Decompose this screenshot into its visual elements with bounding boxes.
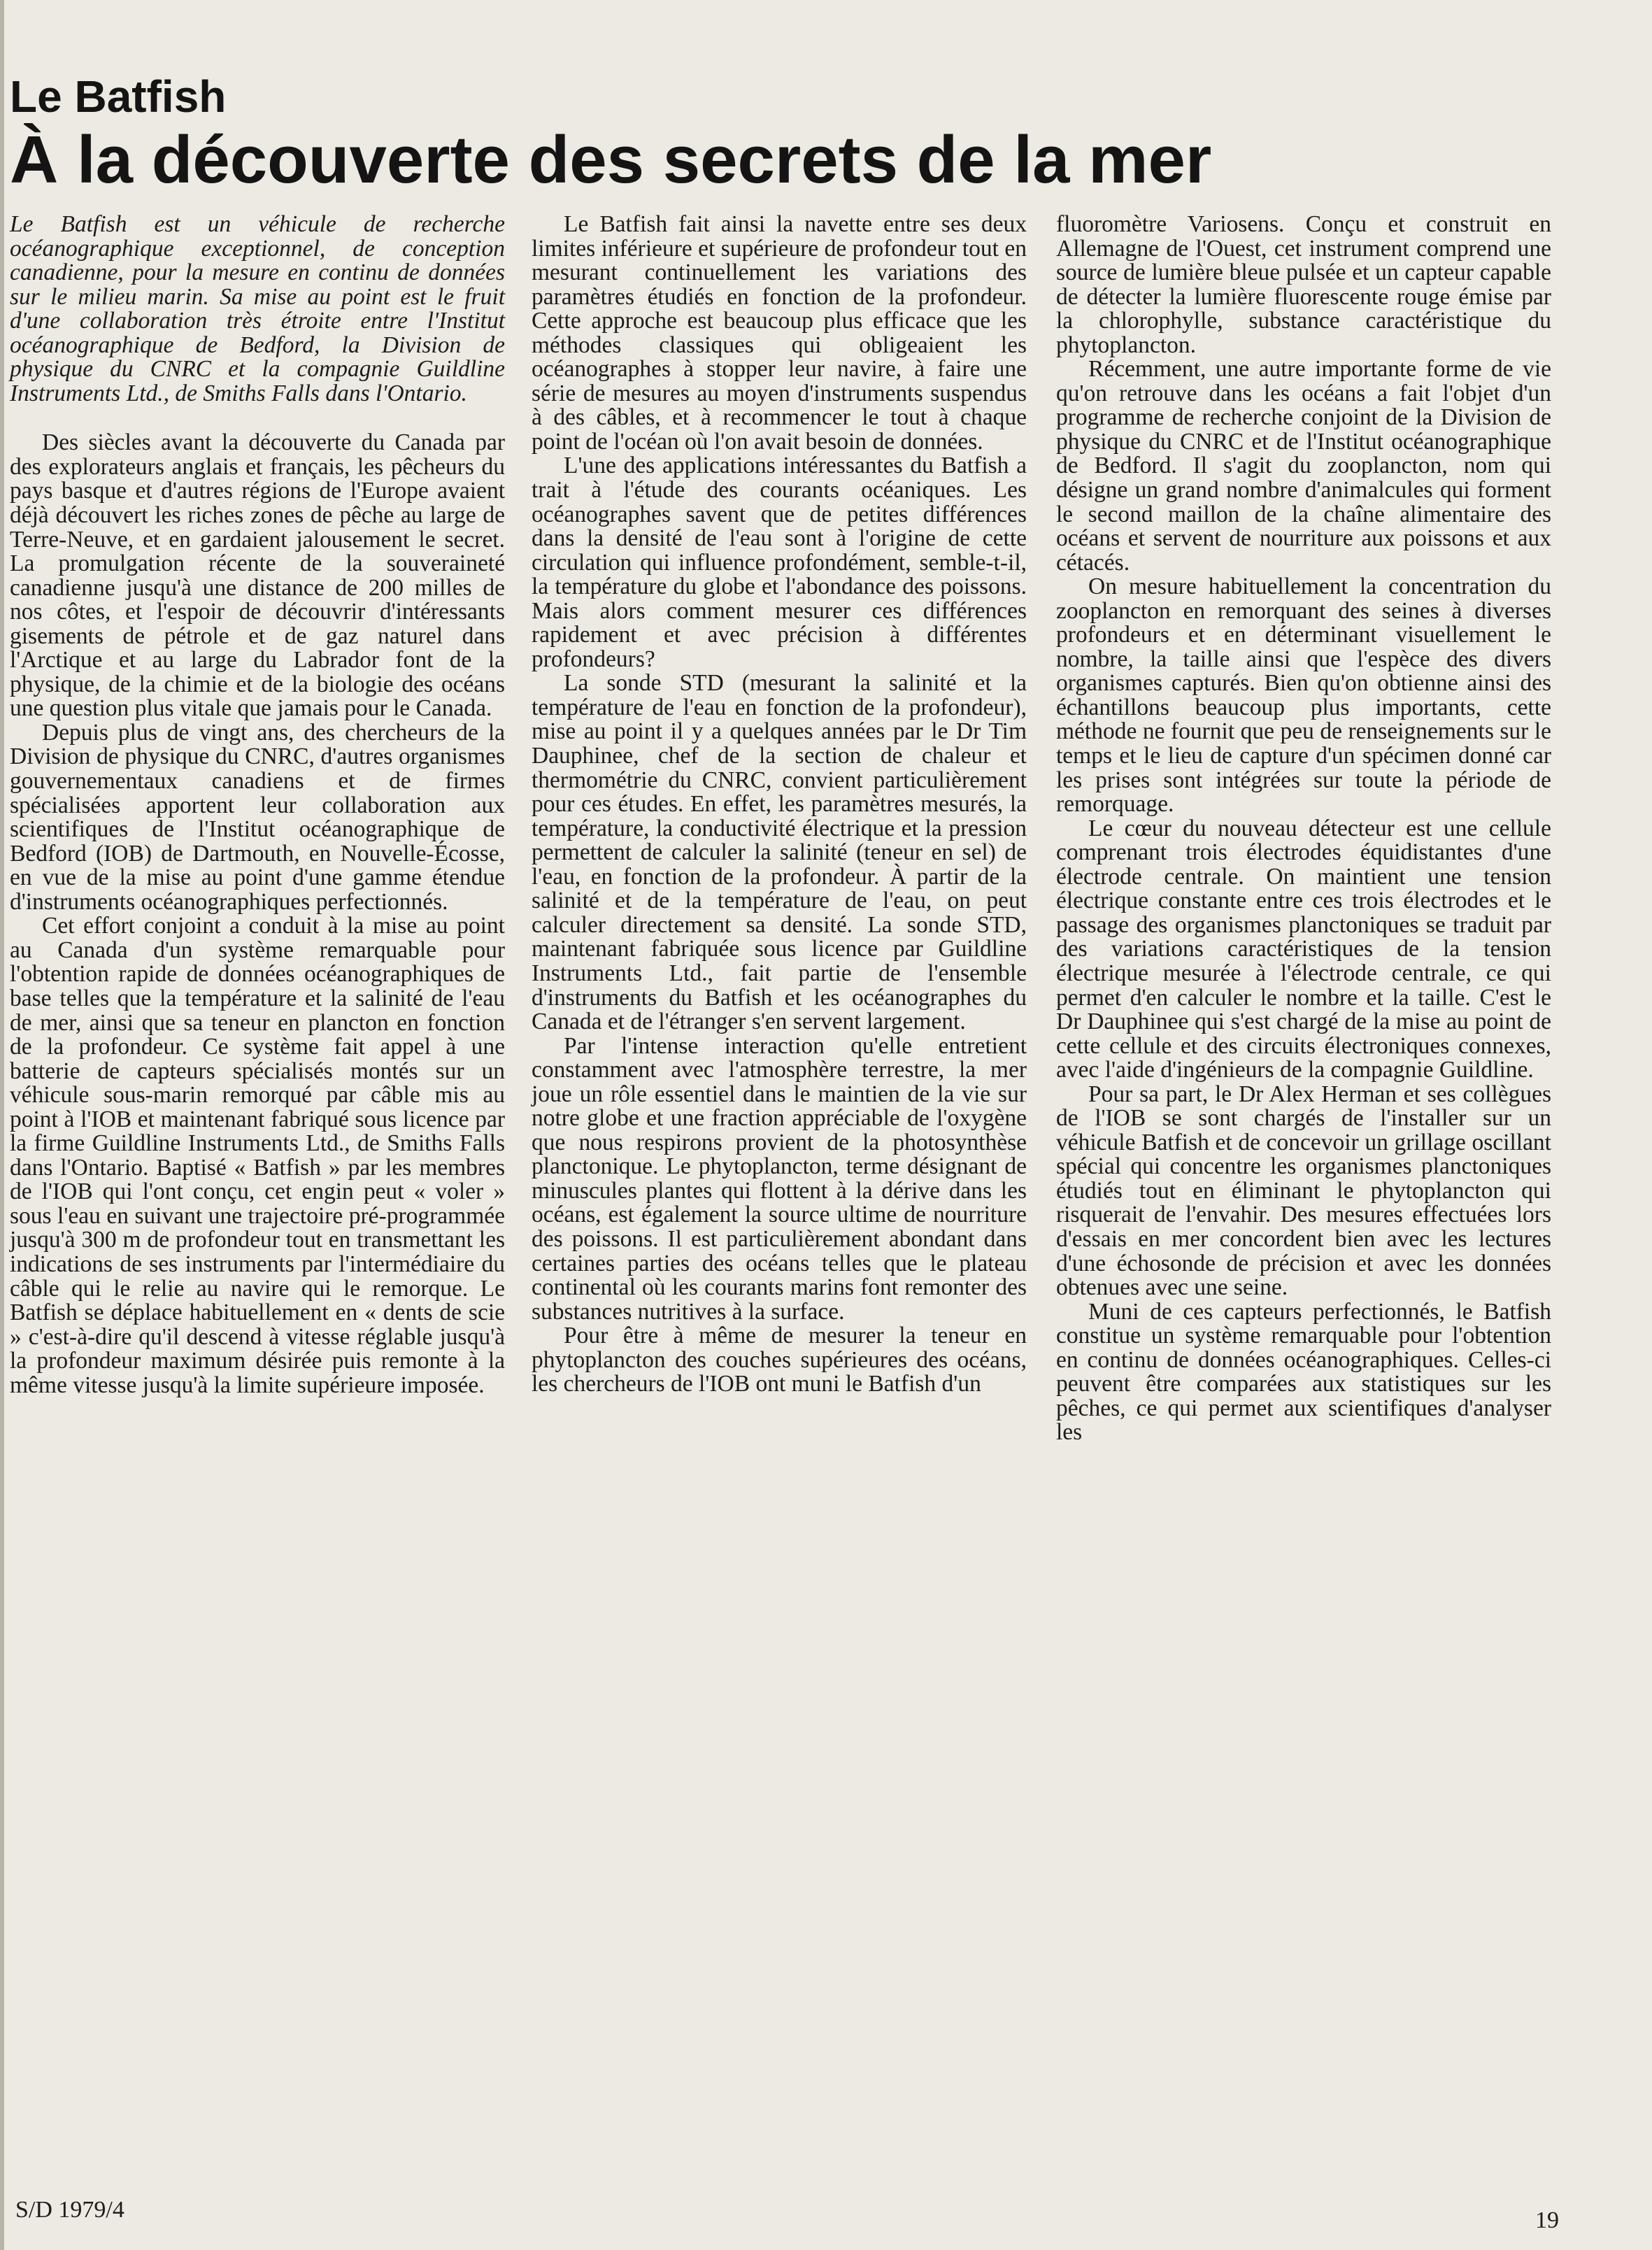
paragraph: Par l'intense interaction qu'elle entretient constamment avec l'atmosphère terrestre, la mer joue un rôle essentiel dans le maintien de la vie sur notre globe et une fraction appréciable de l'oxygène que nous respirons provient de la photosynthèse planctonique. Le phytoplancton, terme désignant de minuscules plantes qui flottent à la dérive dans les océans, est également la source ultime de nourriture des poissons. Il est particulièrement abondant dans certaines parties des océans telles que le plateau continental où les courants marins font remonter des substances nutritives à la surface. (532, 1032, 1027, 1325)
paragraph: Pour être à même de mesurer la teneur en phytoplancton des couches supérieures des océans, les chercheurs de l'IOB ont muni le Batfish d'un (532, 1323, 1027, 1397)
article-title: À la découverte des secrets de la mer (10, 122, 1212, 197)
issue-label: S/D 1979/4 (15, 2197, 124, 2223)
paragraph: Le Batfish fait ainsi la navette entre ses deux limites inférieure et supérieure de profondeur tout en mesurant continuellement les variations des paramètres étudiés en fonction de la profondeur. Cette approche est beaucoup plus efficace que les méthodes classiques qui obligeaient les océanographes à stopper leur navire, à faire une série de mesures au moyen d'instruments suspendus à des câbles, et à recommencer le tout à chaque point de l'océan où l'on avait besoin de données. (532, 211, 1027, 455)
text-column-1 (10, 213, 505, 1397)
paragraph: Depuis plus de vingt ans, des chercheurs de la Division de physique du CNRC, d'autres organismes gouvernementaux canadiens et de firmes spécialisées apportent leur collaboration aux scientifiques de l'Institut océanographique de Bedford (IOB) de Dartmouth, en Nouvelle-Écosse, en vue de la mise au point d'une gamme étendue d'instruments océanographiques perfectionnés. (10, 719, 505, 915)
page-number: 19 (1535, 2207, 1559, 2233)
paragraph: On mesure habituellement la concentration du zooplancton en remorquant des seines à diverses profondeurs et en déterminant visuellement le nombre, la taille ainsi que l'espèce des divers organismes capturés. Bien qu'on obtienne ainsi des échantillons beaucoup plus importants, cette méthode ne fournit que peu de renseignements sur le temps et le lieu de capture d'un spécimen donné car les prises sont intégrées sur toute la période de remorquage. (1056, 574, 1551, 818)
paragraph: Pour sa part, le Dr Alex Herman et ses collègues de l'IOB se sont chargés de l'installer sur un véhicule Batfish et de concevoir un grillage oscillant spécial qui concentre les organismes planctoniques étudiés tout en éliminant le phytoplancton qui risquerait de l'envahir. Des mesures effectuées lors d'essais en mer concordent bien avec les lectures d'une échosonde de précision et avec les données obtenues avec une seine. (1056, 1081, 1551, 1301)
paragraph: Cet effort conjoint a conduit à la mise au point au Canada d'un système remarquable pour l'obtention rapide de données océanographiques de base telles que la température et la salinité de l'eau de mer, ainsi que sa teneur en plancton en fonction de la profondeur. Ce système fait appel à une batterie de capteurs spécialisés montés sur un véhicule sous-marin remorqué par câble mis au point à l'IOB et maintenant fabriqué sous licence par la firme Guildline Instruments Ltd., de Smiths Falls dans l'Ontario. Baptisé « Batfish » par les membres de l'IOB qui l'ont conçu, cet engin peut « voler » sous l'eau en suivant une trajectoire pré-programmée jusqu'à 300 m de profondeur tout en transmettant les indications de ses instruments par l'intermédiaire du câble qui le relie au navire qui le remorque. Le Batfish se déplace habituellement en « dents de scie » c'est-à-dire qu'il descend à vitesse réglable jusqu'à la profondeur maximum désirée puis remonte à la même vitesse jusqu'à la limite supérieure imposée. (10, 913, 505, 1398)
paragraph: fluoromètre Variosens. Conçu et construit en Allemagne de l'Ouest, cet instrument comprend une source de lumière bleue pulsée et un capteur capable de détecter la lumière fluorescente rouge émise par la chlorophylle, substance caractéristique du phytoplancton. (1056, 211, 1551, 358)
paragraph: Des siècles avant la découverte du Canada par des explorateurs anglais et français, les pêcheurs du pays basque et d'autres régions de l'Europe avaient déjà découvert les riches zones de pêche au large de Terre-Neuve, et en gardaient jalousement le secret. La promulgation récente de la souveraineté canadienne jusqu'à une distance de 200 milles de nos côtes, et l'espoir de découvrir d'intéressants gisements de pétrole et de gaz naturel dans l'Arctique et au large du Labrador font de la physique, de la chimie et de la biologie des océans une question plus vitale que jamais pour le Canada. (10, 429, 505, 722)
paragraph: L'une des applications intéressantes du Batfish a trait à l'étude des courants océaniques. Les océanographes savent que de petites différences dans la densité de l'eau sont à l'origine de cette circulation qui influence profondément, semble-t-il, la température du globe et l'abondance des poissons. Mais alors comment mesurer ces différences rapidement et avec précision à différentes profondeurs? (532, 453, 1027, 672)
article-kicker: Le Batfish (10, 71, 227, 122)
paragraph: La sonde STD (mesurant la salinité et la température de l'eau en fonction de la profondeur), mise au point il y a quelques années par le Dr Tim Dauphinee, chef de la section de chaleur et thermométrie du CNRC, convient particulièrement pour ces études. En effet, les paramètres mesurés, la température, la conductivité électrique et la pression permettent de calculer la salinité (teneur en sel) de l'eau, en fonction de la profondeur. À partir de la salinité et de la température de l'eau, on peut calculer directement sa densité. La sonde STD, maintenant fabriquée sous licence par Guildline Instruments Ltd., fait partie de l'ensemble d'instruments du Batfish et les océanographes du Canada et de l'étranger s'en servent largement. (532, 670, 1027, 1035)
article-lead: Le Batfish est un véhicule de recherche océanographique exceptionnel, de conception canadienne, pour la mesure en continu de données sur le milieu marin. Sa mise au point est le fruit d'une collaboration très étroite entre l'Institut océanographique de Bedford, la Division de physique du CNRC et la compagnie Guildline Instruments Ltd., de Smiths Falls dans l'Ontario. (10, 211, 505, 406)
page-edge (0, 0, 4, 2250)
text-column-2 (532, 213, 1027, 1397)
text-column-3 (1056, 213, 1551, 1445)
paragraph: Le cœur du nouveau détecteur est une cellule comprenant trois électrodes équidistantes d'une électrode centrale. On maintient une tension électrique constante entre ces trois électrodes et le passage des organismes planctoniques se traduit par des variations caractéristiques de la tension électrique mesurée à l'électrode centrale, ce qui permet d'en calculer le nombre et la taille. C'est le Dr Dauphinee qui s'est chargé de la mise au point de cette cellule et des circuits électroniques connexes, avec l'aide d'ingénieurs de la compagnie Guildline. (1056, 815, 1551, 1083)
paragraph: Muni de ces capteurs perfectionnés, le Batfish constitue un système remarquable pour l'obtention en continu de données océanographiques. Celles-ci peuvent être comparées aux statistiques sur les pêches, ce qui permet aux scientifiques d'analyser les (1056, 1298, 1551, 1446)
paragraph: Récemment, une autre importante forme de vie qu'on retrouve dans les océans a fait l'objet d'un programme de recherche conjoint de la Division de physique du CNRC et de l'Institut océanographique de Bedford. Il s'agit du zooplancton, nom qui désigne un grand nombre d'animalcules qui forment le second maillon de la chaîne alimentaire des océans et servent de nourriture aux poissons et aux cétacés. (1056, 356, 1551, 576)
